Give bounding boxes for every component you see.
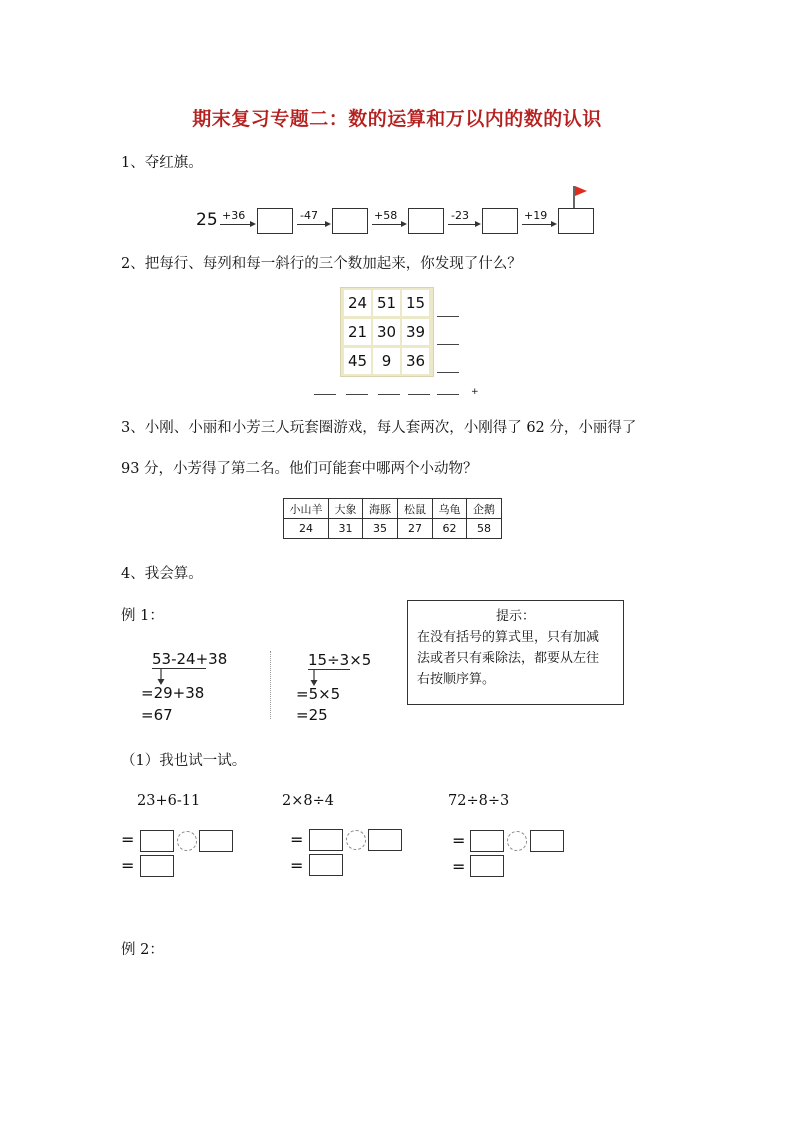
chain-op-2: -47: [300, 209, 318, 222]
equals-sign: =: [452, 857, 466, 876]
tip-title: 提示：: [495, 609, 535, 624]
chain-arrow-3: [372, 224, 405, 225]
table-header-cell: 小山羊: [284, 499, 329, 519]
question-3-line-2: 93 分，小芳得了第二名。他们可能套中哪两个小动物？: [121, 461, 478, 477]
table-cell: 31: [329, 519, 363, 539]
table-cell: 62: [433, 519, 467, 539]
end-mark: +: [471, 387, 479, 397]
table-header-cell: 大象: [329, 499, 363, 519]
problem-3-result-box[interactable]: [470, 855, 504, 877]
red-flag-icon: [568, 184, 592, 210]
row-sum-blank[interactable]: [437, 372, 459, 373]
problem-2-expression: 2×8÷4: [282, 793, 334, 809]
chain-arrow-1: [220, 224, 254, 225]
chain-answer-box-2[interactable]: [332, 208, 368, 234]
chain-answer-box-1[interactable]: [257, 208, 293, 234]
table-cell: 35: [363, 519, 398, 539]
example-a-step-2: =67: [141, 706, 173, 724]
chain-op-1: +36: [222, 209, 246, 222]
row-sum-blank[interactable]: [437, 316, 459, 317]
chain-answer-box-3[interactable]: [408, 208, 444, 234]
problem-2-result-box[interactable]: [309, 854, 343, 876]
table-header-cell: 企鹅: [467, 499, 502, 519]
example-1-label: 例 1：: [121, 608, 164, 624]
problem-3-operator-circle[interactable]: [507, 831, 527, 851]
example-a-expression: 53-24+38: [152, 650, 228, 668]
table-row: [284, 519, 502, 539]
example-b-expression: 15÷3×5: [308, 651, 372, 669]
number-grid: [340, 287, 434, 377]
table-header-cell: 松鼠: [398, 499, 433, 519]
example-b-step-1: =5×5: [296, 685, 341, 703]
table-row: [284, 499, 502, 519]
equals-sign: =: [121, 830, 135, 849]
table-cell: 24: [284, 519, 329, 539]
grid-cell: 24: [344, 290, 371, 316]
column-sum-blank[interactable]: [346, 394, 368, 395]
table-cell: 27: [398, 519, 433, 539]
problem-2-operator-circle[interactable]: [346, 830, 366, 850]
grid-cell: 36: [402, 348, 429, 374]
problem-1-operator-circle[interactable]: [177, 831, 197, 851]
question-1-label: 1、夺红旗。: [121, 155, 203, 171]
equals-sign: =: [452, 831, 466, 850]
problem-3-box-1[interactable]: [470, 830, 504, 852]
chain-start-number: 25: [196, 210, 218, 230]
diagonal-sum-blank[interactable]: [314, 394, 336, 395]
chain-op-3: +58: [374, 209, 398, 222]
tip-line: 在没有括号的算式里，只有加减: [417, 630, 600, 645]
equals-sign: =: [121, 856, 135, 875]
page-title: 期末复习专题二：数的运算和万以内的数的认识: [192, 108, 602, 130]
grid-cell: 39: [402, 319, 429, 345]
column-sum-blank[interactable]: [378, 394, 400, 395]
grid-cell: 21: [344, 319, 371, 345]
problem-1-expression: 23+6-11: [137, 793, 201, 809]
problem-1-box-2[interactable]: [199, 830, 233, 852]
problem-2-box-1[interactable]: [309, 829, 343, 851]
tip-box: [407, 600, 624, 705]
chain-answer-box-5[interactable]: [558, 208, 594, 234]
equals-sign: =: [290, 856, 304, 875]
example-2-label: 例 2：: [121, 942, 164, 958]
chain-answer-box-4[interactable]: [482, 208, 518, 234]
example-a-step-1: =29+38: [141, 684, 205, 702]
grid-cell: 15: [402, 290, 429, 316]
example-b-step-2: =25: [296, 706, 328, 724]
diagonal-sum-blank[interactable]: [437, 394, 459, 395]
chain-arrow-2: [297, 224, 329, 225]
column-sum-blank[interactable]: [408, 394, 430, 395]
problem-1-result-box[interactable]: [140, 855, 174, 877]
equals-sign: =: [290, 830, 304, 849]
chain-arrow-4: [448, 224, 479, 225]
chain-arrow-5: [522, 224, 555, 225]
grid-cell: 9: [373, 348, 400, 374]
table-header-cell: 海豚: [363, 499, 398, 519]
problem-2-box-2[interactable]: [368, 829, 402, 851]
chain-op-4: -23: [451, 209, 469, 222]
question-3-line-1: 3、小刚、小丽和小芳三人玩套圈游戏，每人套两次，小刚得了 62 分，小丽得了: [121, 420, 637, 436]
question-4-label: 4、我会算。: [121, 566, 203, 582]
grid-cell: 45: [344, 348, 371, 374]
problem-3-expression: 72÷8÷3: [448, 793, 510, 809]
table-header-cell: 乌龟: [433, 499, 467, 519]
chain-op-5: +19: [524, 209, 548, 222]
try-it-label: （1）我也试一试。: [121, 753, 247, 769]
dotted-divider: [270, 651, 271, 719]
tip-line: 法或者只有乘除法，都要从左往: [417, 651, 600, 666]
grid-cell: 30: [373, 319, 400, 345]
row-sum-blank[interactable]: [437, 344, 459, 345]
question-2-label: 2、把每行、每列和每一斜行的三个数加起来，你发现了什么？: [121, 256, 522, 272]
problem-3-box-2[interactable]: [530, 830, 564, 852]
problem-1-box-1[interactable]: [140, 830, 174, 852]
table-cell: 58: [467, 519, 502, 539]
animal-score-table: [283, 498, 502, 539]
grid-cell: 51: [373, 290, 400, 316]
tip-line: 右按顺序算。: [417, 672, 496, 687]
